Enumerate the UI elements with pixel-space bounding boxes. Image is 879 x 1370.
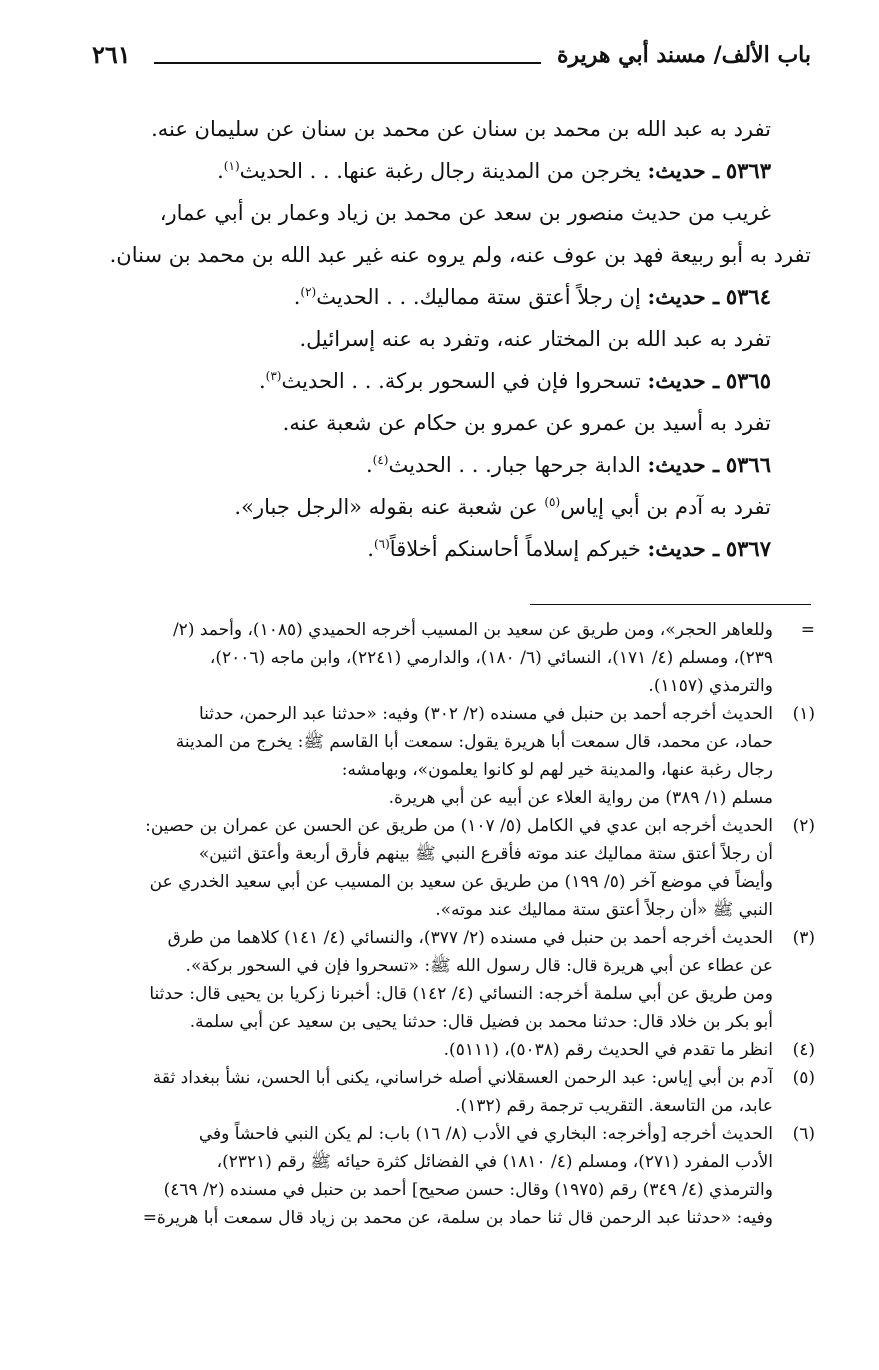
footnote-ref: (١) <box>223 159 240 173</box>
hadith-number: ٥٣٦٦ <box>725 452 771 477</box>
footnote-line: رجال رغبة عنها، والمدينة خير لهم لو كانوا يعلمون»، وبهامشه: <box>341 760 773 780</box>
footnote-line: الحديث أخرجه [وأخرجه: البخاري في الأدب (٨/ ١٦) باب: لم يكن النبي فاحشاً وفي <box>198 1124 773 1144</box>
footnote-line: حماد، عن محمد، قال سمعت أبا هريرة يقول: سمعت أبا القاسم ﷺ: يخرج من المدينة <box>175 732 773 752</box>
footnote-line: الحديث أخرجه أحمد بن حنبل في مسنده (٢/ ٣٠٢) وفيه: «حدثنا عبد الرحمن، حدثنا <box>199 704 773 724</box>
footnote-marker: (٣) <box>792 928 815 948</box>
footnote-line: والترمذي (١١٥٧). <box>648 676 773 696</box>
hadith-keyword: ـ حديث: <box>647 536 720 561</box>
footnote-line: وأيضاً في موضع آخر (٥/ ١٩٩) من طريق عن سعيد بن المسيب عن أبي سعيد الخدري عن <box>149 872 773 892</box>
footnote-line: أن رجلاً أعتق ستة مماليك عند موته فأقرع النبي ﷺ بينهم فأرق أربعة وأعتق اثنين» <box>198 844 773 864</box>
text-line: غريب من حديث منصور بن سعد عن محمد بن زياد وعمار بن أبي عمار، <box>159 201 771 225</box>
hadith-number: ٥٣٦٤ <box>725 284 771 309</box>
footnote-line: آدم بن أبي إياس: عبد الرحمن العسقلاني أصله خراساني، يكنى أبا الحسن، نشأ ببغداد ثقة <box>152 1068 773 1088</box>
hadith-entry-5364: ٥٣٦٤ ـ حديث: إن رجلاً أعتق ستة مماليك. . . الحديث$^{(٢)}$. <box>293 284 771 309</box>
hadith-text: خيركم إسلاماً أحاسنكم أخلاقاً <box>389 537 641 561</box>
footnote-line: عابد، من التاسعة. التقريب ترجمة رقم (١٣٢). <box>455 1096 773 1116</box>
page-number: ٢٦١ <box>92 40 131 69</box>
hadith-keyword: ـ حديث: <box>647 158 720 183</box>
footnote-line: النبي ﷺ «أن رجلاً أعتق ستة مماليك عند موته». <box>435 900 773 920</box>
footnote-continued <box>72 616 815 700</box>
text-line: تفرد به أبو ربيعة فهد بن عوف عنه، ولم يروه عنه غير عبد الله بن محمد بن سنان. <box>109 243 811 267</box>
footnote-line: مسلم (١/ ٣٨٩) من رواية العلاء عن أبيه عن أبي هريرة. <box>388 788 773 808</box>
hadith-entry-5366: ٥٣٦٦ ـ حديث: الدابة جرحها جبار. . . الحديث$^{(٤)}$. <box>365 452 771 477</box>
hadith-text: الدابة جرحها جبار. . . الحديث <box>388 453 641 477</box>
footnote-2 <box>72 812 815 924</box>
hadith-text: إن رجلاً أعتق ستة مماليك. . . الحديث <box>316 285 641 309</box>
footnote-line: الحديث أخرجه أحمد بن حنبل في مسنده (٢/ ٣٧٧)، والنسائي (٤/ ١٤١) كلاهما من طرق <box>167 928 773 948</box>
footnote-line: انظر ما تقدم في الحديث رقم (٥٠٣٨)، (٥١١١). <box>443 1040 773 1060</box>
footnote-line: وللعاهر الحجر»، ومن طريق عن سعيد بن المسيب أخرجه الحميدي (١٠٨٥)، وأحمد (٢/ <box>172 620 773 640</box>
header-title: باب الألف/ مسند أبي هريرة <box>556 42 811 68</box>
footnote-line: وفيه: «حدثنا عبد الرحمن قال ثنا حماد بن سلمة، عن محمد بن زياد قال سمعت أبا هريرة= <box>142 1208 773 1228</box>
footnote-separator <box>530 604 811 605</box>
footnote-marker: (٤) <box>792 1040 815 1060</box>
hadith-text: تسحروا فإن في السحور بركة. . . الحديث <box>281 369 641 393</box>
hadith-keyword: ـ حديث: <box>647 368 720 393</box>
footnote-ref: (٥) <box>544 495 561 509</box>
footnote-3 <box>72 924 815 1036</box>
footnote-line: والترمذي (٤/ ٣٤٩) رقم (١٩٧٥) وقال: حسن صحيح] أحمد بن حنبل في مسنده (٢/ ٤٦٩) <box>163 1180 773 1200</box>
footnotes <box>72 616 815 1232</box>
hadith-keyword: ـ حديث: <box>647 452 720 477</box>
hadith-entry-5367: ٥٣٦٧ ـ حديث: خيركم إسلاماً أحاسنكم أخلاقاً$^{(٦)}$. <box>367 536 771 561</box>
text-line: تفرد به عبد الله بن المختار عنه، وتفرد به عنه إسرائيل. <box>299 327 771 351</box>
footnote-ref: (٢) <box>300 285 317 299</box>
hadith-entry-5365: ٥٣٦٥ ـ حديث: تسحروا فإن في السحور بركة. . . الحديث$^{(٣)}$. <box>258 368 771 393</box>
footnote-ref: (٤) <box>372 453 389 467</box>
footnote-marker: (٦) <box>792 1124 815 1144</box>
hadith-text: يخرجن من المدينة رجال رغبة عنها. . . الحديث <box>239 159 641 183</box>
footnote-line: ٢٣٩)، ومسلم (٤/ ١٧١)، النسائي (٦/ ١٨٠)، والدارمي (٢٢٤١)، وابن ماجه (٢٠٠٦)، <box>209 648 773 668</box>
footnote-marker: (٢) <box>792 816 815 836</box>
footnote-5 <box>72 1064 815 1120</box>
footnote-marker: = <box>800 620 815 640</box>
hadith-number: ٥٣٦٥ <box>725 368 771 393</box>
main-text <box>78 108 811 570</box>
hadith-number: ٥٣٦٧ <box>725 536 771 561</box>
running-header <box>92 38 811 72</box>
footnote-line: الحديث أخرجه ابن عدي في الكامل (٥/ ١٠٧) من طريق عن الحسن عن عمران بن حصين: <box>145 816 773 836</box>
text-segment: تفرد به آدم بن أبي إياس <box>560 495 771 519</box>
text-segment: عن شعبة عنه بقوله «الرجل جبار». <box>234 495 545 519</box>
footnote-line: أبو بكر بن خلاد قال: حدثنا محمد بن فضيل قال: حدثنا يحيى بن سعيد عن أبي سلمة. <box>189 1012 773 1032</box>
footnote-marker: (١) <box>792 704 815 724</box>
text-line <box>78 486 811 528</box>
footnote-ref: (٦) <box>373 537 390 551</box>
footnote-ref: (٣) <box>265 369 282 383</box>
hadith-entry-5363: ٥٣٦٣ ـ حديث: يخرجن من المدينة رجال رغبة عنها. . . الحديث$^{(١)}$. <box>217 158 771 183</box>
footnote-line: ومن طريق عن أبي سلمة أخرجه: النسائي (٤/ ١٤٢) قال: أخبرنا زكريا بن يحيى قال: حدثنا <box>149 984 773 1004</box>
header-rule <box>154 62 541 64</box>
hadith-keyword: ـ حديث: <box>647 284 720 309</box>
footnote-line: الأدب المفرد (٢٧١)، ومسلم (٤/ ١٨١٠) في الفضائل كثرة حيائه ﷺ رقم (٢٣٢١)، <box>216 1152 773 1172</box>
footnote-1 <box>72 700 815 812</box>
footnote-line: عن عطاء عن أبي هريرة قال: قال رسول الله ﷺ: «تسحروا فإن في السحور بركة». <box>185 956 773 976</box>
footnote-4 <box>72 1036 815 1064</box>
text-line: تفرد به أسيد بن عمرو عن عمرو بن حكام عن شعبة عنه. <box>282 411 771 435</box>
footnote-marker: (٥) <box>792 1068 815 1088</box>
hadith-number: ٥٣٦٣ <box>725 158 771 183</box>
text-line: تفرد به عبد الله بن محمد بن سنان عن محمد بن سنان عن سليمان عنه. <box>151 117 771 141</box>
footnote-6 <box>72 1120 815 1232</box>
